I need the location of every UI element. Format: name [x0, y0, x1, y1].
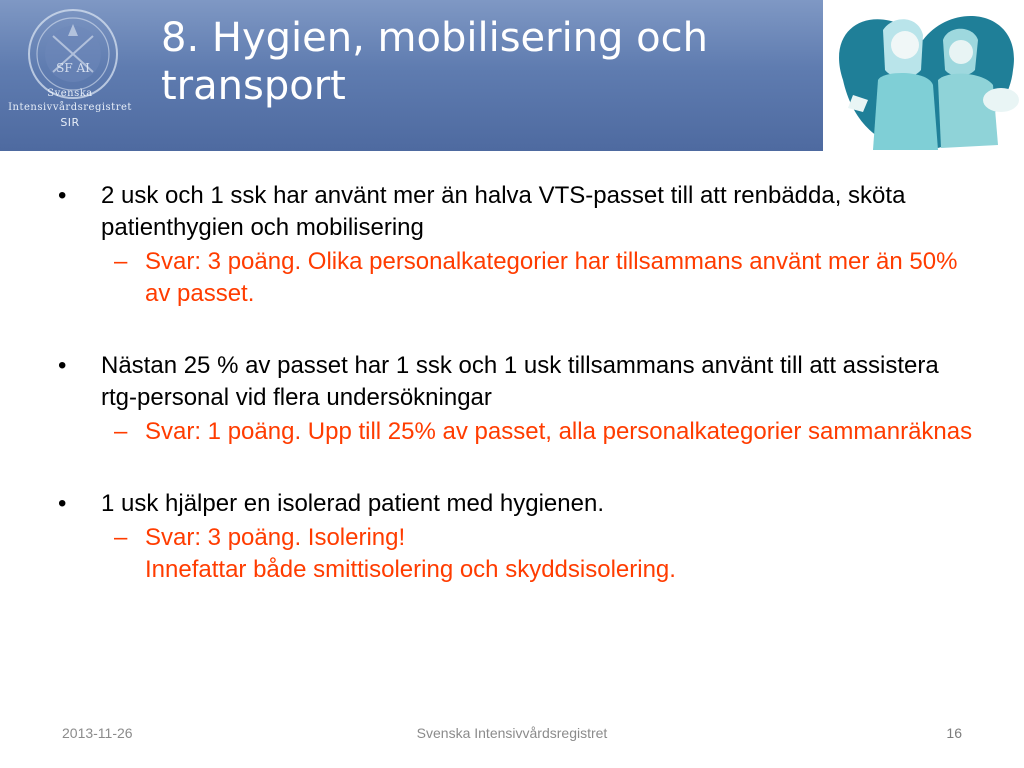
dash-marker: – [114, 524, 128, 551]
answer-text-line-1: Svar: 3 poäng. Isolering! [145, 524, 406, 551]
seal-icon [8, 6, 138, 134]
bullet-text: 1 usk hjälper en isolerad patient med hygienen. [101, 490, 604, 517]
title-line-1: 8. Hygien, mobilisering och [161, 15, 708, 61]
slide-body [58, 180, 978, 586]
bullet-item [58, 180, 978, 244]
bullet-marker: • [58, 490, 67, 517]
answer-text: Svar: 1 poäng. Upp till 25% av passet, alla personalkategorier sammanräknas [145, 418, 973, 445]
logo-text-2: Intensivvårdsregistret [8, 102, 132, 113]
bullet-text: Nästan 25 % av passet har 1 ssk och 1 usk tillsammans använt till att assistera rtg-personal vid flera undersökningar [101, 352, 939, 411]
title-banner [0, 0, 823, 151]
answer-text-line-2: Innefattar både smittisolering och skyddsisolering. [145, 556, 676, 583]
registry-seal-logo [8, 6, 138, 134]
bullet-text: 2 usk och 1 ssk har använt mer än halva VTS-passet till att renbädda, sköta patienthygien och mobilisering [101, 182, 906, 241]
footer-date: 2013-11-26 [62, 725, 133, 741]
footer-title: Svenska Intensivvårdsregistret [416, 725, 608, 741]
page-title [161, 14, 811, 110]
seal-letters: SF AI [56, 61, 90, 75]
dash-marker: – [114, 418, 128, 445]
bullet-item [58, 488, 978, 520]
bullet-item [58, 350, 978, 414]
answer-text: Svar: 3 poäng. Olika personalkategorier har tillsammans använt mer än 50% av passet. [145, 248, 958, 307]
answer-item [58, 522, 978, 586]
logo-text-3: SIR [60, 116, 80, 129]
logo-text-1: Svenska [47, 88, 93, 99]
answer-item [58, 416, 978, 448]
bullet-marker: • [58, 352, 67, 379]
nurses-illustration [823, 0, 1024, 160]
answer-item [58, 246, 978, 310]
page-number: 16 [946, 725, 962, 741]
title-line-2: transport [161, 63, 346, 109]
bullet-marker: • [58, 182, 67, 209]
dash-marker: – [114, 248, 128, 275]
nurses-icon [823, 0, 1024, 160]
